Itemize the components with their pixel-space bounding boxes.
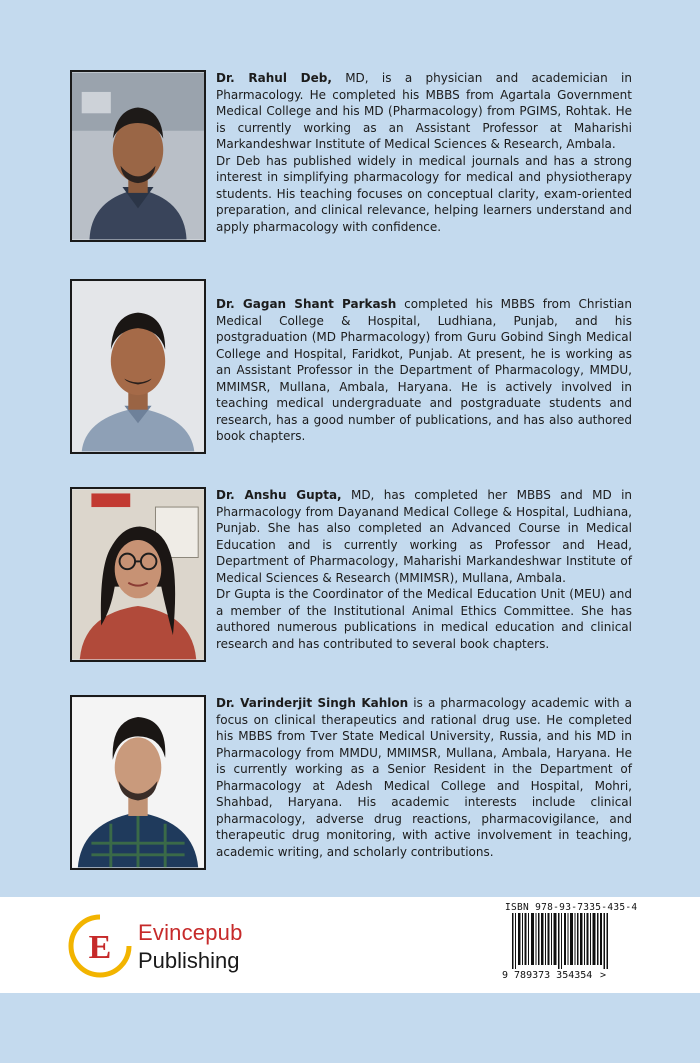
portrait-placeholder-icon — [72, 281, 204, 452]
portrait-placeholder-icon — [72, 489, 204, 660]
publisher-logo-icon — [68, 914, 132, 978]
logo-letter: E — [88, 929, 112, 966]
author-bio-continued: Dr Deb has published widely in medical journals and has a strong interest in simplifying pharmacology for medical and physiotherapy students. His teaching focuses on conceptual clarity, exam-oriented preparation, and clinical relevance, helping learners understand and apply pharmacology with confidence. — [216, 153, 632, 234]
author-photo — [70, 70, 206, 242]
publisher-footer — [0, 897, 700, 993]
author-bio-continued: Dr Gupta is the Coordinator of the Medical Education Unit (MEU) and a member of the Institutional Animal Ethics Committee. She has authored numerous publications in medical education and clinical research and has contributed to several book chapters. — [216, 587, 632, 651]
author-name: Dr. Anshu Gupta, — [216, 488, 342, 502]
author-bio: MD, has completed her MBBS and MD in Pharmacology from Dayanand Medical College & Hospital, Ludhiana, Punjab. She has also completed an Advanced Course in Medical Education and is currently working as Professor and Head, Department of Pharmacology, Maharishi Markandeshwar Institute of Medical Sciences & Research (MMIMSR), Mullana, Ambala. — [216, 488, 633, 585]
publisher-name: Evincepub — [138, 920, 243, 945]
barcode-icon — [512, 913, 608, 969]
author-photo — [70, 279, 206, 454]
author-photo — [70, 487, 206, 662]
publisher-subtitle: Publishing — [138, 948, 240, 973]
author-bio: is a pharmacology academic with a focus on clinical therapeutics and rational drug use. He completed his MBBS from Tver State Medical University, Russia, and his MD in Pharmacology from MMDU, MMIMSR, Mullana, Ambala, Haryana. He is currently working as a Senior Resident in the Department of Pharmacology at Adesh Medical College and Hospital, Mohri, Shahbad, Haryana. His academic interests include clinical pharmacology, adverse drug reactions, pharmacovigilance, and therapeutic drug monitoring, with active involvement in teaching, academic writing, and scholarly contributions. — [216, 696, 632, 859]
author-name: Dr. Gagan Shant Parkash — [216, 297, 397, 311]
barcode-arrow: > — [600, 970, 607, 981]
isbn-label: ISBN 978-93-7335-435-4 — [505, 902, 638, 913]
portrait-placeholder-icon — [72, 697, 204, 868]
portrait-placeholder-icon — [72, 72, 204, 240]
barcode-digits: 9 789373 354354 — [502, 970, 593, 981]
author-name: Dr. Rahul Deb, — [216, 71, 332, 85]
author-name: Dr. Varinderjit Singh Kahlon — [216, 696, 409, 710]
author-photo — [70, 695, 206, 870]
author-bio: MD, is a physician and academician in Pharmacology. He completed his MBBS from Agartala Government Medical College and his MD (Pharmacology) from PGIMS, Rohtak. He is currently working as an Assistant Professor at Maharishi Markandeshwar Institute of Medical Sciences & Research, Ambala. — [216, 71, 632, 151]
author-bio: completed his MBBS from Christian Medical College & Hospital, Ludhiana, Punjab, and his postgraduation (MD Pharmacology) from Guru Gobind Singh Medical College and Hospital, Faridkot, Punjab. At present, he is working as an Assistant Professor in the Department of Pharmacology, MMDU, MMIMSR, Mullana, Ambala, Haryana. He is actively involved in teaching medical undergraduate and postgraduate students and research, has a good number of publications, and has also authored book chapters. — [216, 297, 632, 443]
